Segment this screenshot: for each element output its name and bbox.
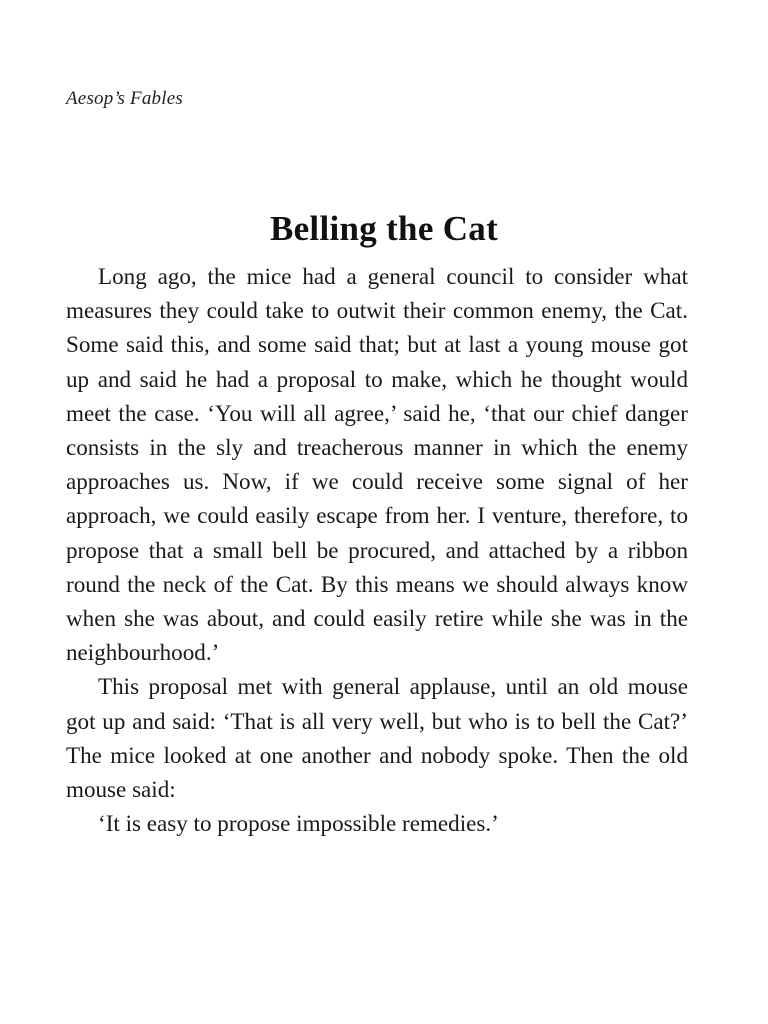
paragraph-moral: ‘It is easy to propose impossible remedies.’ (98, 810, 499, 837)
story-body (66, 259, 688, 840)
story-title: Belling the Cat (269, 209, 499, 249)
running-header: Aesop’s Fables (66, 88, 183, 109)
paragraph-council: Long ago, the mice had a general council to consider what measures they could take to outwit their common enemy, the Cat. Some said this, and some said that; but at last a young mouse got up and said he had a proposal to make, which he thought would meet the case. ‘You will all agree,’ said he, ‘that our chief danger consists in the sly and treacherous manner in which the enemy approaches us. Now, if we could receive some signal of her approach, we could easily escape from her. I venture, therefore, to propose that a small bell be procured, and attached by a ribbon round the neck of the Cat. By this means we should always know when she was about, and could easily retire while she was in the neighbourhood.’ (66, 263, 688, 666)
paragraph-old-mouse: This proposal met with general applause, until an old mouse got up and said: ‘That is all very well, but who is to bell the Cat?’ The mice looked at one another and nobody spoke. Then the old mouse said: (66, 673, 688, 803)
